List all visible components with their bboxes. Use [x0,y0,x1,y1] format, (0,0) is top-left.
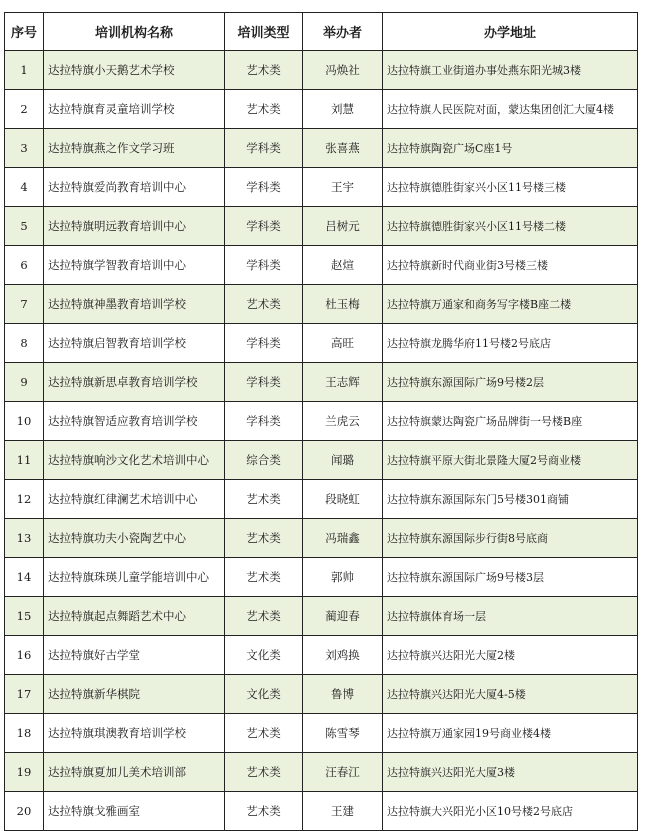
table-row [5,480,638,519]
training-type: 文化类 [225,636,303,675]
row-number: 2 [5,90,44,129]
school-address: 达拉特旗新时代商业街3号楼三楼 [383,246,638,285]
row-number: 16 [5,636,44,675]
institution-name: 达拉特旗珠瑛儿童学能培训中心 [44,558,225,597]
header-name: 培训机构名称 [44,13,225,51]
institution-name: 达拉特旗新华棋院 [44,675,225,714]
institution-name: 达拉特旗燕之作文学习班 [44,129,225,168]
organizer-name: 鲁博 [303,675,383,714]
organizer-name: 赵煊 [303,246,383,285]
school-address: 达拉特旗工业街道办事处燕东阳光城3楼 [383,51,638,90]
institution-name: 达拉特旗琪澳教育培训学校 [44,714,225,753]
training-type: 艺术类 [225,714,303,753]
training-type: 学科类 [225,129,303,168]
organizer-name: 兰虎云 [303,402,383,441]
table-row [5,90,638,129]
row-number: 12 [5,480,44,519]
organizer-name: 杜玉梅 [303,285,383,324]
organizer-name: 王宇 [303,168,383,207]
organizer-name: 刘慧 [303,90,383,129]
school-address: 达拉特旗龙腾华府11号楼2号底店 [383,324,638,363]
row-number: 6 [5,246,44,285]
header-row [5,13,638,51]
row-number: 19 [5,753,44,792]
row-number: 8 [5,324,44,363]
table-row [5,792,638,831]
training-type: 学科类 [225,324,303,363]
institution-name: 达拉特旗小天鹅艺术学校 [44,51,225,90]
institution-name: 达拉特旗启智教育培训学校 [44,324,225,363]
table-row [5,441,638,480]
table-row [5,168,638,207]
table-row [5,636,638,675]
row-number: 7 [5,285,44,324]
table-row [5,714,638,753]
school-address: 达拉特旗东源国际东门5号楼301商铺 [383,480,638,519]
school-address: 达拉特旗东源国际广场9号楼2层 [383,363,638,402]
school-address: 达拉特旗人民医院对面，蒙达集团创汇大厦4楼 [383,90,638,129]
table-row [5,675,638,714]
institution-name: 达拉特旗起点舞蹈艺术中心 [44,597,225,636]
organizer-name: 刘鸡换 [303,636,383,675]
organizer-name: 汪春江 [303,753,383,792]
organizer-name: 冯瑞鑫 [303,519,383,558]
institution-name: 达拉特旗好古学堂 [44,636,225,675]
organizer-name: 郭帅 [303,558,383,597]
header-address: 办学地址 [383,13,638,51]
training-type: 艺术类 [225,558,303,597]
institution-name: 达拉特旗红律澜艺术培训中心 [44,480,225,519]
table-row [5,207,638,246]
training-type: 艺术类 [225,480,303,519]
table-row [5,402,638,441]
organizer-name: 高旺 [303,324,383,363]
institution-name: 达拉特旗夏加儿美术培训部 [44,753,225,792]
table-body [5,51,638,831]
table-row [5,519,638,558]
table-row [5,363,638,402]
row-number: 13 [5,519,44,558]
training-institutions-table [4,12,638,831]
organizer-name: 段晓虹 [303,480,383,519]
row-number: 17 [5,675,44,714]
school-address: 达拉特旗体育场一层 [383,597,638,636]
row-number: 5 [5,207,44,246]
training-type: 艺术类 [225,285,303,324]
header-no: 序号 [5,13,44,51]
table-row [5,246,638,285]
row-number: 10 [5,402,44,441]
table-row [5,51,638,90]
training-type: 艺术类 [225,90,303,129]
header-type: 培训类型 [225,13,303,51]
institution-name: 达拉特旗新思卓教育培训学校 [44,363,225,402]
school-address: 达拉特旗万通家园19号商业楼4楼 [383,714,638,753]
row-number: 9 [5,363,44,402]
row-number: 20 [5,792,44,831]
institution-name: 达拉特旗明远教育培训中心 [44,207,225,246]
organizer-name: 冯焕社 [303,51,383,90]
school-address: 达拉特旗万通家和商务写字楼B座二楼 [383,285,638,324]
school-address: 达拉特旗兴达阳光大厦4-5楼 [383,675,638,714]
table-row [5,753,638,792]
training-type: 学科类 [225,402,303,441]
school-address: 达拉特旗东源国际广场9号楼3层 [383,558,638,597]
school-address: 达拉特旗德胜街家兴小区11号楼二楼 [383,207,638,246]
training-type: 文化类 [225,675,303,714]
training-type: 艺术类 [225,753,303,792]
institution-name: 达拉特旗神墨教育培训学校 [44,285,225,324]
institution-name: 达拉特旗戈雅画室 [44,792,225,831]
header-host: 举办者 [303,13,383,51]
organizer-name: 蔺迎春 [303,597,383,636]
institution-name: 达拉特旗响沙文化艺术培训中心 [44,441,225,480]
organizer-name: 吕树元 [303,207,383,246]
organizer-name: 闻璐 [303,441,383,480]
school-address: 达拉特旗兴达阳光大厦3楼 [383,753,638,792]
institution-name: 达拉特旗育灵童培训学校 [44,90,225,129]
table-row [5,129,638,168]
table-row [5,558,638,597]
row-number: 15 [5,597,44,636]
school-address: 达拉特旗大兴阳光小区10号楼2号底店 [383,792,638,831]
school-address: 达拉特旗东源国际步行街8号底商 [383,519,638,558]
row-number: 18 [5,714,44,753]
row-number: 14 [5,558,44,597]
organizer-name: 陈雪琴 [303,714,383,753]
school-address: 达拉特旗蒙达陶瓷广场品牌街一号楼B座 [383,402,638,441]
school-address: 达拉特旗平原大街北景隆大厦2号商业楼 [383,441,638,480]
school-address: 达拉特旗陶瓷广场C座1号 [383,129,638,168]
training-type: 学科类 [225,246,303,285]
table-row [5,285,638,324]
school-address: 达拉特旗兴达阳光大厦2楼 [383,636,638,675]
training-type: 学科类 [225,168,303,207]
institution-name: 达拉特旗学智教育培训中心 [44,246,225,285]
organizer-name: 王志辉 [303,363,383,402]
training-type: 综合类 [225,441,303,480]
row-number: 11 [5,441,44,480]
organizer-name: 王建 [303,792,383,831]
organizer-name: 张喜燕 [303,129,383,168]
row-number: 4 [5,168,44,207]
row-number: 3 [5,129,44,168]
training-type: 艺术类 [225,51,303,90]
table-row [5,324,638,363]
table-row [5,597,638,636]
training-type: 艺术类 [225,792,303,831]
institution-name: 达拉特旗功夫小瓷陶艺中心 [44,519,225,558]
training-type: 艺术类 [225,597,303,636]
training-type: 学科类 [225,207,303,246]
row-number: 1 [5,51,44,90]
training-type: 艺术类 [225,519,303,558]
institution-name: 达拉特旗爱尚教育培训中心 [44,168,225,207]
institution-name: 达拉特旗智适应教育培训学校 [44,402,225,441]
training-type: 学科类 [225,363,303,402]
school-address: 达拉特旗德胜街家兴小区11号楼三楼 [383,168,638,207]
